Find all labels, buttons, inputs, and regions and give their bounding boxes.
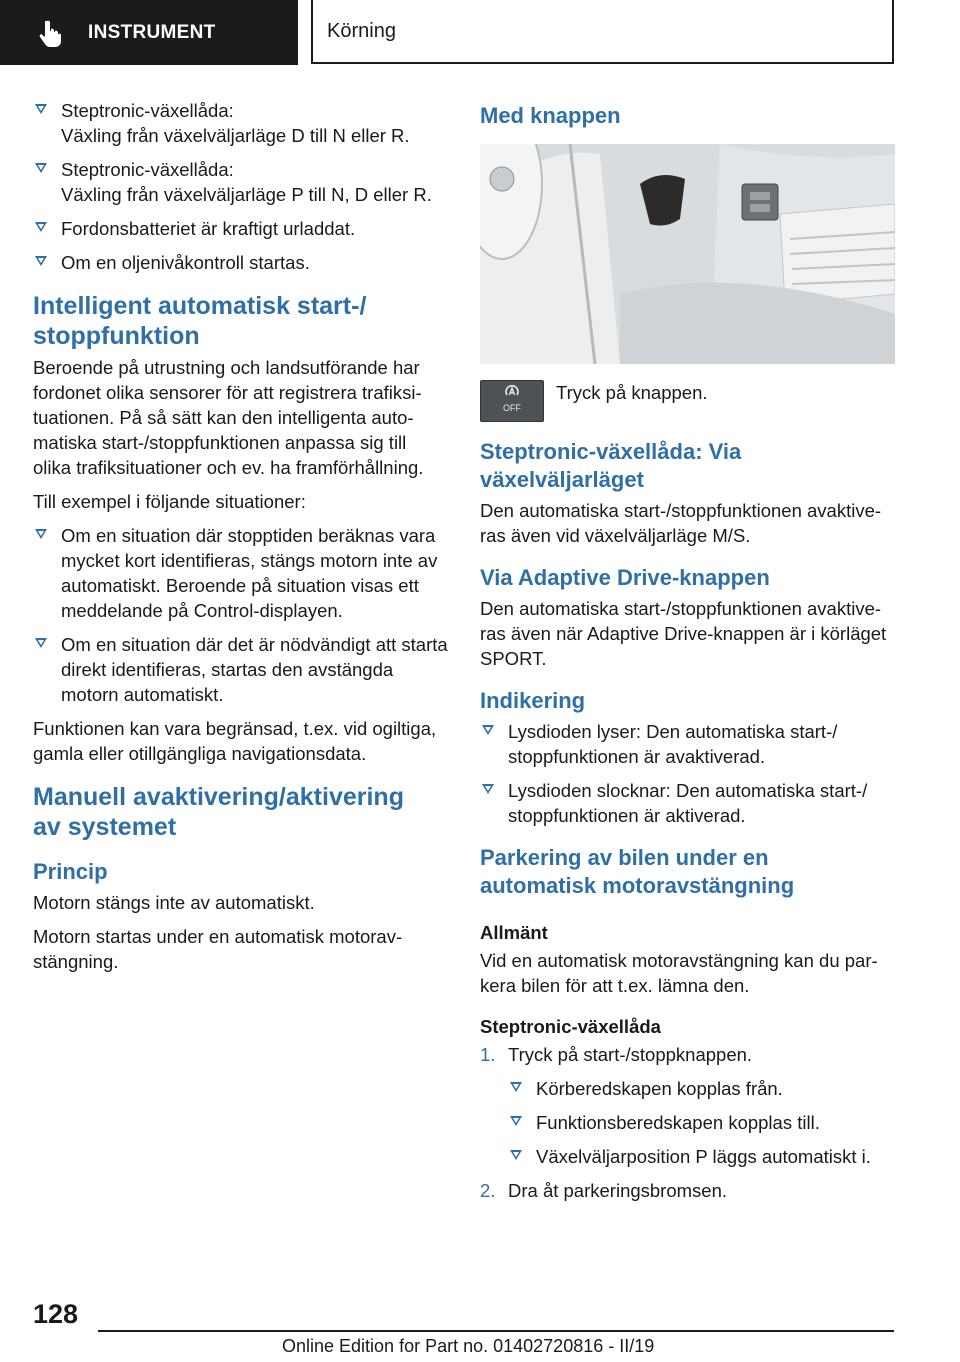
triangle-bullet-icon — [510, 1116, 522, 1126]
list-item: Om en situation där stopptiden beräknas vara mycket kort identifieras, stängs motorn inte av automatiskt. Beroende på situation visas ett meddelande på Control-displayen. — [33, 523, 448, 623]
paragraph: Den automatiska start-/stoppfunktionen avaktiveras även när Adaptive Drive-knappen är i körläget SPORT. — [480, 598, 887, 669]
paragraph: Funktionen kan vara begränsad, t.ex. vid ogiltiga, gamla eller otillgängliga navigationsdata. — [33, 718, 437, 764]
paragraph: Vid en automatisk motoravstängning kan du parkera bilen för att t.ex. lämna den. — [480, 950, 878, 996]
numbered-step: 1. Tryck på start-/stoppknappen. — [480, 1044, 753, 1065]
list-item: Fordonsbatteriet är kraftigt urladdat. — [33, 216, 448, 241]
triangle-bullet-icon — [482, 784, 494, 794]
footer-edition: Online Edition for Part no. 01402720816 - II/19 — [282, 1336, 655, 1356]
paragraph: Beroende på utrustning och landsutförande har fordonet olika sensorer för att registrera trafiksituationen. På så sätt kan den intelligenta automatiska start-/stoppfunktionen anpassa sig till olika trafiksituationer och ev. ha framförhållning. — [33, 357, 424, 478]
list-item: Funktionsberedskapen kopplas till. — [508, 1110, 898, 1135]
list-item: Lysdioden lyser: Den automatiska start-/ stoppfunktionen är avaktiverad. — [480, 719, 898, 769]
heading-med-knappen: Med knappen — [480, 103, 621, 128]
triangle-bullet-icon — [510, 1150, 522, 1160]
triangle-bullet-icon — [482, 725, 494, 735]
button-instruction — [480, 380, 898, 422]
heading-parkering: Parkering av bilen under en automatisk motoravstängning — [480, 845, 795, 898]
heading-manual: Manuell avaktivering/aktivering av systemet — [33, 783, 404, 841]
heading-steptronic: Steptronic-växellåda: Via växelväljarläget — [480, 439, 742, 492]
page-number: 128 — [33, 1299, 79, 1329]
paragraph: Motorn stängs inte av automatiskt. — [33, 892, 315, 913]
heading-indikering: Indikering — [480, 688, 586, 713]
hand-pointer-icon — [38, 19, 64, 47]
list-item: Om en situation där det är nödvändigt att starta direkt identifieras, startas den avstängda motorn automatiskt. — [33, 632, 448, 707]
list-item: Växelväljarposition P läggs automatiskt i. — [508, 1144, 898, 1169]
triangle-bullet-icon — [35, 638, 47, 648]
numbered-step: 2. Dra åt parkeringsbromsen. — [480, 1180, 728, 1201]
triangle-bullet-icon — [510, 1082, 522, 1092]
list-item: Steptronic-växellåda: Växling från växelväljarläge D till N eller R. — [33, 98, 448, 148]
heading-steptronic-vaxellada: Steptronic-växellåda — [480, 1016, 661, 1037]
heading-adaptive: Via Adaptive Drive-knappen — [480, 565, 770, 590]
heading-allmant: Allmänt — [480, 922, 548, 943]
paragraph: Tryck på knappen. — [556, 382, 708, 403]
heading-princip: Princip — [33, 859, 108, 884]
triangle-bullet-icon — [35, 529, 47, 539]
triangle-bullet-icon — [35, 104, 47, 114]
triangle-bullet-icon — [35, 163, 47, 173]
dashboard-illustration — [480, 144, 895, 364]
list-item: Körberedskapen kopplas från. — [508, 1076, 898, 1101]
paragraph: Motorn startas under en automatisk motoravstängning. — [33, 926, 403, 972]
paragraph: Den automatiska start-/stoppfunktionen avaktiveras även vid växelväljarläge M/S. — [480, 500, 882, 546]
list-item: Om en oljenivåkontroll startas. — [33, 250, 448, 275]
list-item: Lysdioden slocknar: Den automatiska start-/ stoppfunktionen är aktiverad. — [480, 778, 898, 828]
section-title: Körning — [327, 19, 396, 42]
section-title-box — [311, 0, 894, 64]
triangle-bullet-icon — [35, 256, 47, 266]
triangle-bullet-icon — [35, 222, 47, 232]
dashboard-photo — [480, 144, 895, 364]
paragraph: Till exempel i följande situationer: — [33, 491, 306, 512]
right-column — [480, 98, 898, 1212]
auto-start-stop-off-button: OFF — [480, 380, 544, 422]
chapter-tab — [0, 0, 298, 65]
list-item: Steptronic-växellåda: Växling från växelväljarläge P till N, D eller R. — [33, 157, 448, 207]
footer-divider — [98, 1330, 894, 1332]
heading-intelligent: Intelligent automatisk start-/ stoppfunktion — [33, 292, 367, 350]
auto-start-stop-icon — [504, 384, 520, 400]
chapter-label: INSTRUMENT — [88, 21, 216, 43]
left-column — [33, 98, 448, 983]
